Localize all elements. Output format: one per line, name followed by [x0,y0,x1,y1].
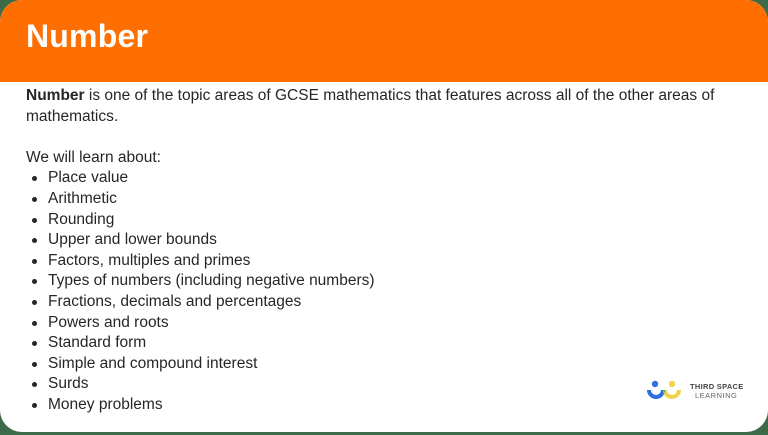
bullet-icon [32,176,37,181]
list-item: Types of numbers (including negative numbers) [26,271,746,292]
list-item: Simple and compound interest [26,354,746,375]
bullet-icon [32,197,37,202]
list-item: Fractions, decimals and percentages [26,292,746,313]
bullet-icon [32,300,37,305]
intro-text: is one of the topic areas of GCSE mathematics that features across all of the other areas of mathematics. [26,87,715,125]
topic-list [26,168,746,415]
bullet-icon [32,279,37,284]
list-item: Factors, multiples and primes [26,251,746,272]
bullet-icon [32,341,37,346]
page-title: Number [26,18,149,54]
list-item: Place value [26,168,746,189]
third-space-learning-logo [646,380,744,402]
list-item: Surds [26,374,746,395]
learn-heading: We will learn about: [26,148,161,166]
list-item: Upper and lower bounds [26,230,746,251]
bullet-icon [32,238,37,243]
bullet-icon [32,259,37,264]
header-bar [0,0,768,82]
list-item: Arithmetic [26,189,746,210]
bullet-icon [32,403,37,408]
list-item: Money problems [26,395,746,416]
bullet-icon [32,382,37,387]
list-item: Standard form [26,333,746,354]
intro-bold: Number [26,87,85,104]
logo-mark-icon [646,380,682,402]
logo-text: THIRD SPACE LEARNING [690,382,744,400]
list-item: Rounding [26,210,746,231]
intro-paragraph [26,86,746,127]
bullet-icon [32,218,37,223]
bullet-icon [32,321,37,326]
content-body [26,86,746,416]
bullet-icon [32,362,37,367]
list-item: Powers and roots [26,313,746,334]
